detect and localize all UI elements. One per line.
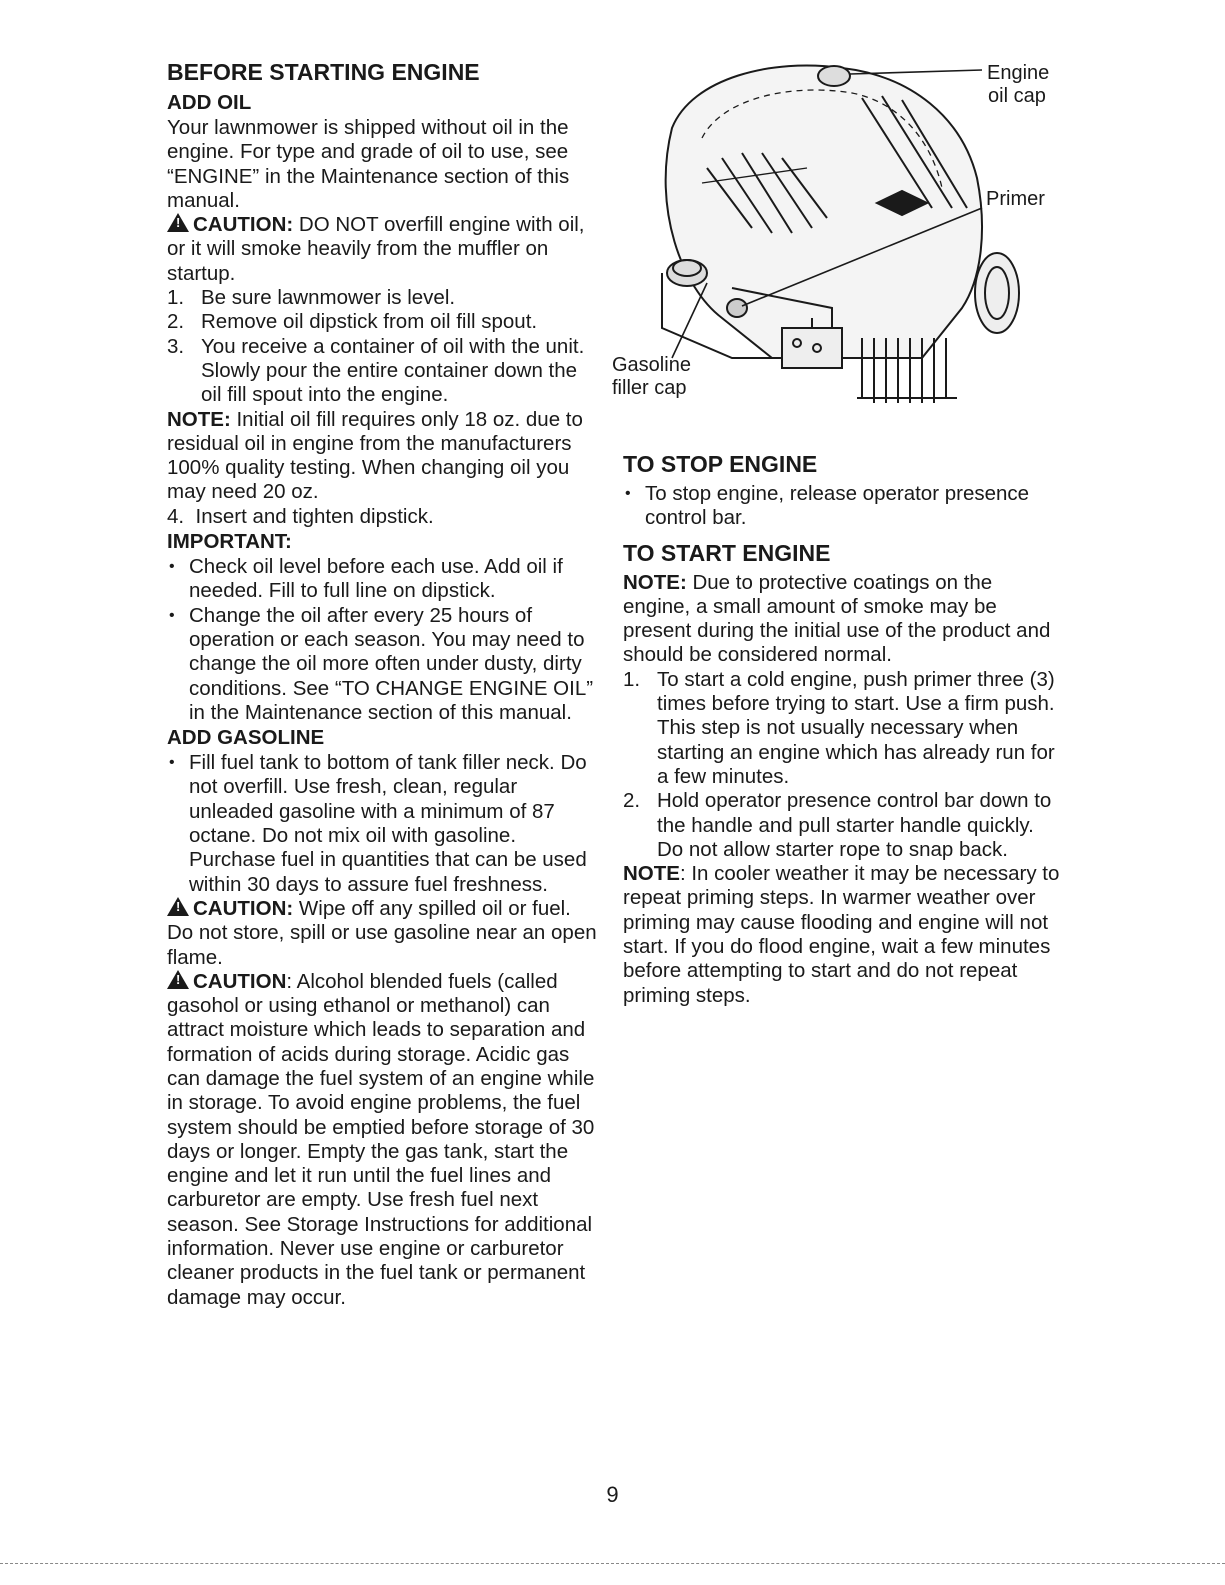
warning-icon: [167, 213, 189, 232]
step-four: [167, 505, 597, 529]
label-engine-oil-cap-line2: oil cap: [988, 85, 1046, 107]
step-text: Remove oil dipstick from oil fill spout.: [201, 310, 538, 334]
note-label: NOTE:: [167, 407, 231, 431]
step-number: 2.: [623, 789, 641, 813]
step-number: 1.: [623, 667, 641, 691]
step-number: 4.: [167, 504, 185, 528]
note-text: Due to protective coatings on the engine, a small amount of smoke may be present during the initial use of the product and should be considered normal.: [623, 570, 1051, 667]
start-engine-heading: TO START ENGINE: [623, 539, 831, 566]
right-column: [623, 450, 1063, 1008]
note-text: Initial oil fill requires only 18 oz. due to residual oil in engine from the manufacturers 100% quality testing. When changing oil you may need 20 oz.: [167, 407, 583, 504]
label-primer: Primer: [986, 188, 1045, 210]
step-text: Insert and tighten dipstick.: [195, 504, 434, 528]
label-gasoline-line1: Gasoline: [612, 354, 691, 376]
list-item: • Fill fuel tank to bottom of tank filler neck. Do not overfill. Use fresh, clean, regular unleaded gasoline with a minimum of 87 octane. Do not mix oil with gasoline. Purchase fuel in quantities that can be used within 30 days to assure fuel freshness.: [167, 751, 597, 897]
important-bullets: [167, 555, 597, 725]
warning-icon: [167, 970, 189, 989]
add-oil-intro: Your lawnmower is shipped without oil in the engine. For type and grade of oil to use, see “ENGINE” in the Maintenance section of this manual.: [167, 116, 570, 212]
list-item: [167, 286, 597, 310]
caution-label: CAUTION:: [193, 213, 294, 237]
start-note: [623, 571, 1063, 668]
caution-label: CAUTION: [193, 969, 287, 993]
oil-steps-list: [167, 286, 597, 407]
left-column: [167, 58, 597, 1310]
oil-note: [167, 408, 597, 505]
step-text: Be sure lawnmower is level.: [201, 286, 456, 310]
caution-text: : Alcohol blended fuels (called gasohol or using ethanol or methanol) can attract moisture which leads to separation and formation of acids during storage. Acidic gas can damage the fuel system of an engine while in storage. To avoid engine problems, the fuel system should be emptied before storage of 30 days or longer. Empty the gas tank, start the engine and let it run until the fuel lines and carburetor are empty. Use fresh fuel next season. See Storage Instructions for additional information. Never use engine or carburetor cleaner products in the fuel tank or permanent damage may occur.: [167, 969, 595, 1309]
list-item: [623, 789, 1063, 862]
note-text: : In cooler weather it may be necessary to repeat priming steps. In warmer weather over priming may cause flooding and engine will not start. If you do flood engine, wait a few minutes before attempting to start and do not repeat priming steps.: [623, 862, 1060, 1007]
step-number: 2.: [167, 310, 185, 334]
warning-icon: [167, 897, 189, 916]
stop-bullets: [623, 482, 1063, 531]
important-heading: IMPORTANT:: [167, 530, 292, 554]
step-text: Hold operator presence control bar down to the handle and pull starter handle quickly. Do not allow starter rope to snap back.: [657, 789, 1052, 861]
oil-caution: [167, 213, 597, 286]
add-oil-heading: ADD OIL: [167, 91, 252, 114]
caution-text: DO NOT overfill engine with oil, or it will smoke heavily from the muffler on startup.: [167, 213, 585, 285]
step-number: 3.: [167, 334, 185, 358]
step-number: 1.: [167, 286, 185, 310]
list-item: • Check oil level before each use. Add oil if needed. Fill to full line on dipstick.: [167, 555, 597, 604]
start-steps-list: [623, 668, 1063, 862]
gas-caution-2: [167, 970, 597, 1310]
list-item: [623, 668, 1063, 789]
list-item: • Change the oil after every 25 hours of operation or each season. You may need to change the oil more often under dusty, dirty conditions. See “TO CHANGE ENGINE OIL” in the Maintenance section of this manual.: [167, 604, 597, 725]
caution-text: Wipe off any spilled oil or fuel. Do not store, spill or use gasoline near an open flame.: [167, 896, 597, 969]
add-gasoline-heading: ADD GASOLINE: [167, 726, 325, 750]
note-label: NOTE: [623, 862, 680, 886]
note-label: NOTE:: [623, 570, 687, 594]
engine-illustration: [612, 58, 1072, 438]
caution-label: CAUTION:: [193, 896, 294, 920]
list-item: • To stop engine, release operator presence control bar.: [623, 482, 1063, 531]
step-text: You receive a container of oil with the unit. Slowly pour the entire container down the oil fill spout into the engine.: [201, 334, 585, 407]
label-gasoline-line2: filler cap: [612, 377, 687, 399]
step-text: To start a cold engine, push primer three (3) times before trying to start. Use a firm push. This step is not usually necessary when starting an engine which has already run for a few minutes.: [657, 667, 1055, 788]
gas-caution-1: [167, 897, 597, 970]
list-item: [167, 310, 597, 334]
page-number: 9: [606, 1482, 619, 1507]
gasoline-bullets: [167, 751, 597, 897]
stop-engine-heading: TO STOP ENGINE: [623, 451, 818, 477]
section-title: BEFORE STARTING ENGINE: [167, 59, 480, 85]
page-bottom-divider: [0, 1563, 1225, 1564]
list-item: [167, 335, 597, 408]
start-note-2: [623, 862, 1063, 1008]
label-engine-oil-cap-line1: Engine: [987, 62, 1050, 84]
